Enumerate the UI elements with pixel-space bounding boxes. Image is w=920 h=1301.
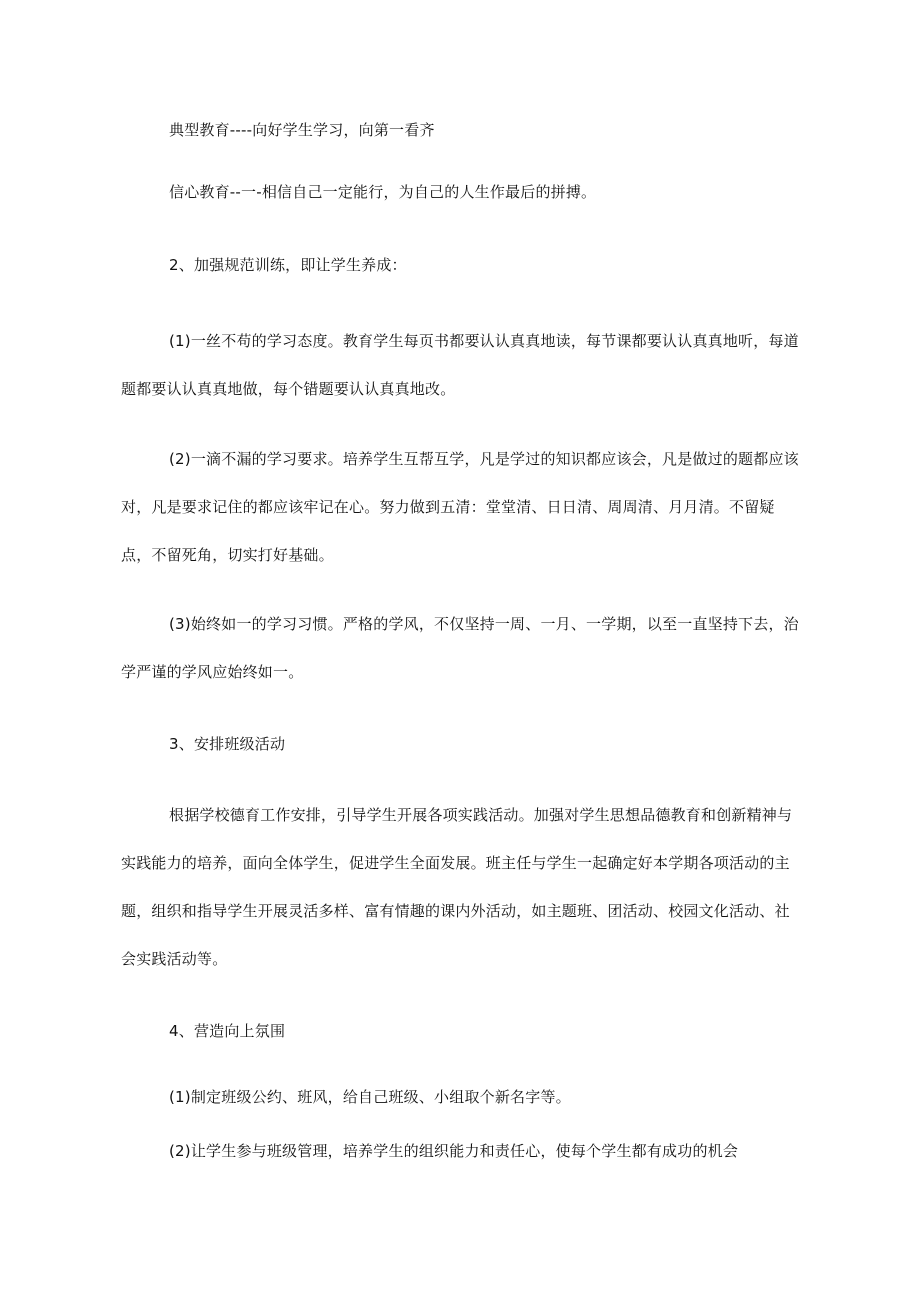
- paragraph-atmosphere-item-1: (1)制定班级公约、班风，给自己班级、小组取个新名字等。: [169, 1088, 571, 1106]
- paragraph-item-3: (3)始终如一的学习习惯。严格的学风，不仅坚持一周、一月、一学期，以至一直坚持下去，治学严谨的学风应始终如一。: [121, 615, 799, 681]
- paragraph-class-activities: 根据学校德育工作安排，引导学生开展各项实践活动。加强对学生思想品德教育和创新精神与实践能力的培养，面向全体学生，促进学生全面发展。班主任与学生一起确定好本学期各项活动的主题，组织和指导学生开展灵活多样、富有情趣的课内外活动，如主题班、团活动、校园文化活动、社会实践活动等。: [121, 806, 793, 968]
- section-heading-4: 4、营造向上氛围: [169, 1022, 286, 1040]
- section-heading-3: 3、安排班级活动: [169, 735, 286, 753]
- paragraph-exemplar-education: 典型教育----向好学生学习，向第一看齐: [169, 121, 435, 139]
- paragraph-item-2: (2)一滴不漏的学习要求。培养学生互帮互学，凡是学过的知识都应该会，凡是做过的题都应该对，凡是要求记住的都应该牢记在心。努力做到五清：堂堂清、日日清、周周清、月月清。不留疑点，不留死角，切实打好基础。: [121, 450, 799, 564]
- section-heading-2: 2、加强规范训练，即让学生养成：: [169, 256, 407, 274]
- paragraph-atmosphere-item-2: (2)让学生参与班级管理，培养学生的组织能力和责任心，使每个学生都有成功的机会: [169, 1142, 739, 1160]
- paragraph-confidence-education: 信心教育--一-相信自己一定能行，为自己的人生作最后的拼搏。: [169, 183, 597, 201]
- paragraph-item-1: (1)一丝不苟的学习态度。教育学生每页书都要认认真真地读，每节课都要认认真真地听，每道题都要认认真真地做，每个错题要认认真真地改。: [121, 332, 799, 398]
